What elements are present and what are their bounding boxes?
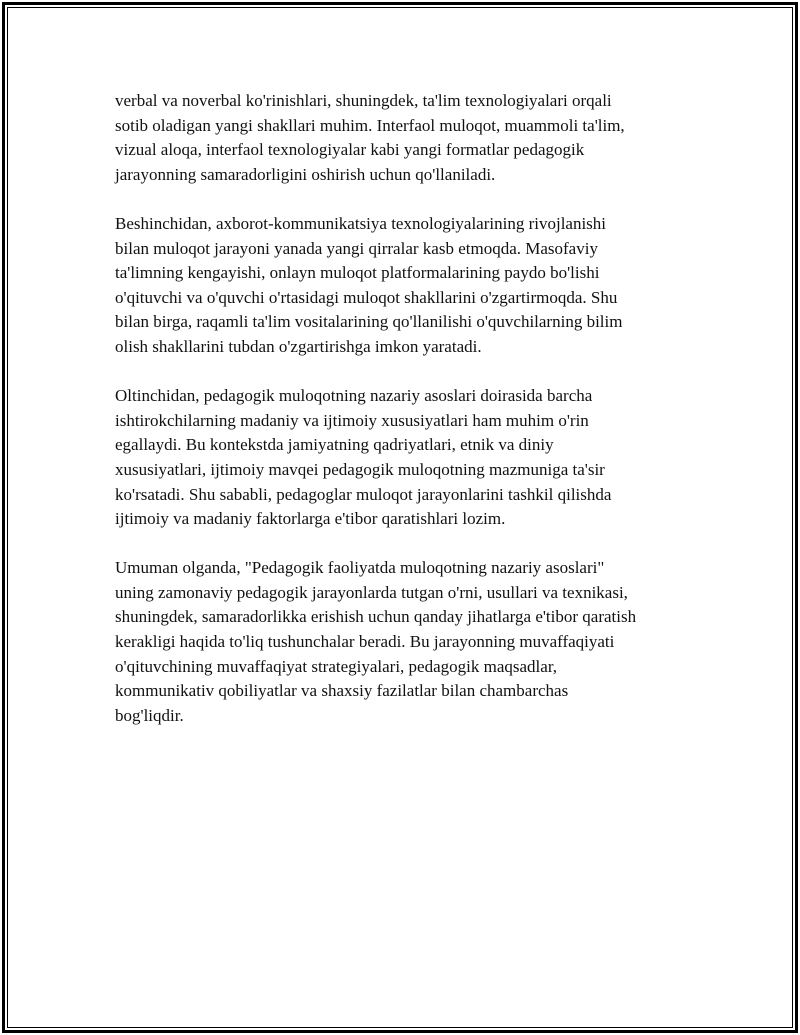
document-body	[115, 89, 705, 753]
paragraph-4: Umuman olganda, "Pedagogik faoliyatda muloqotning nazariy asoslari" uning zamonaviy pedagogik jarayonlarda tutgan o'rni, usullari va texnikasi, shuningdek, samaradorlikka erishish uchun qanday jihatlarga e'tibor qaratish kerakligi haqida to'liq tushunchalar beradi. Bu jarayonning muvaffaqiyati o'qituvchining muvaffaqiyat strategiyalari, pedagogik maqsadlar, kommunikativ qobiliyatlar va shaxsiy fazilatlar bilan chambarchas bog'liqdir.	[115, 558, 637, 725]
paragraph-1: verbal va noverbal ko'rinishlari, shuningdek, ta'lim texnologiyalari orqali sotib oladigan yangi shakllari muhim. Interfaol muloqot, muammoli ta'lim, vizual aloqa, interfaol texnologiyalar kabi yangi formatlar pedagogik jarayonning samaradorligini oshirish uchun qo'llaniladi.	[115, 91, 625, 184]
paragraph-2: Beshinchidan, axborot-kommunikatsiya texnologiyalarining rivojlanishi bilan muloqot jarayoni yanada yangi qirralar kasb etmoqda. Masofaviy ta'limning kengayishi, onlayn muloqot platformalarining paydo bo'lishi o'qituvchi va o'quvchi o'rtasidagi muloqot shakllarini o'zgartirmoqda. Shu bilan birga, raqamli ta'lim vositalarining qo'llanilishi o'quvchilarning bilim olish shakllarini tubdan o'zgartirishga imkon yaratadi.	[115, 213, 623, 356]
paragraph-3: Oltinchidan, pedagogik muloqotning nazariy asoslari doirasida barcha ishtirokchilarning madaniy va ijtimoiy xususiyatlari ham muhim o'rin egallaydi. Bu kontekstda jamiyatning qadriyatlari, etnik va diniy xususiyatlari, ijtimoiy mavqei pedagogik muloqotning mazmuniga ta'sir ko'rsatadi. Shu sababli, pedagoglar muloqot jarayonlarini tashkil qilishda ijtimoiy va madaniy faktorlarga e'tibor qaratishlari lozim.	[115, 386, 612, 529]
